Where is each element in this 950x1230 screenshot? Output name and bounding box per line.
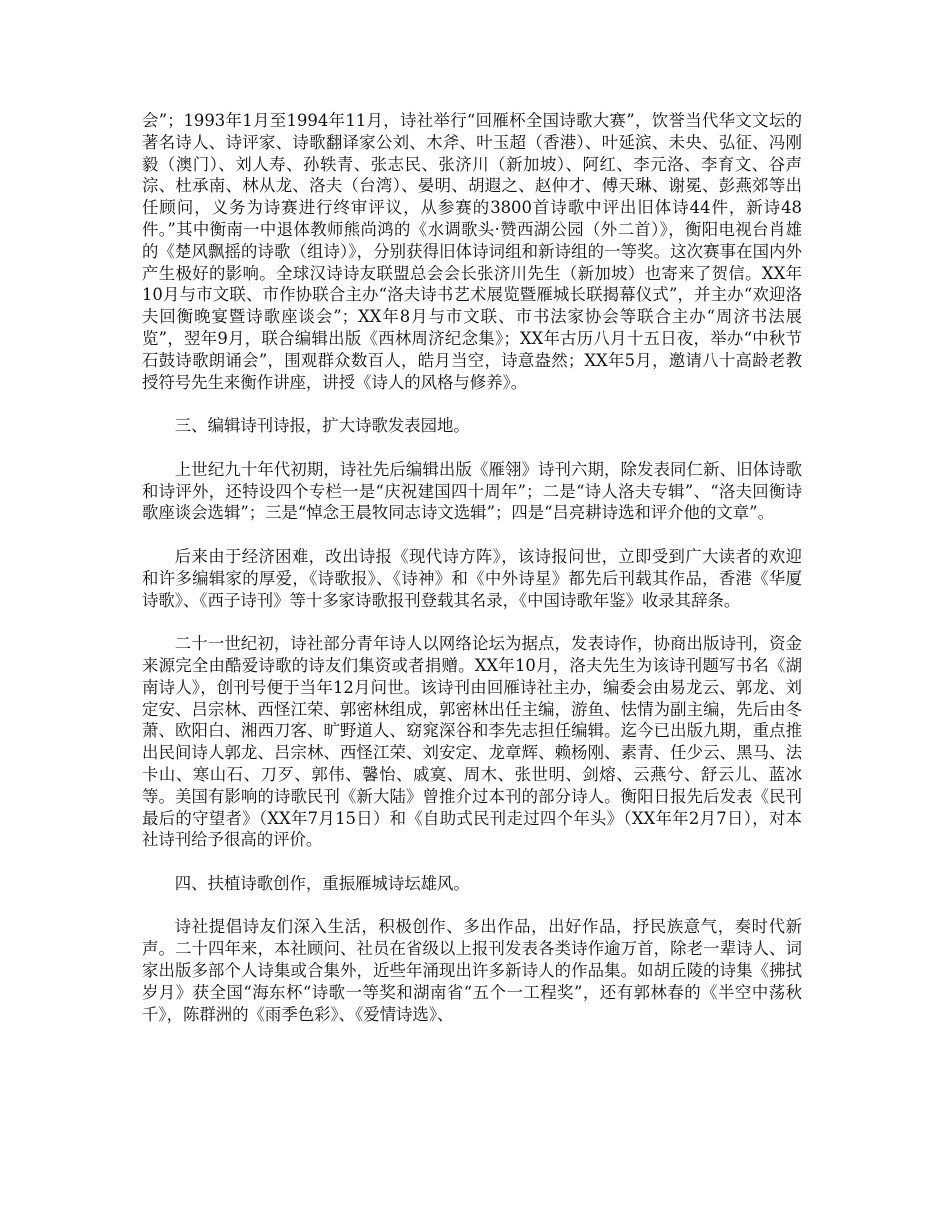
document-page [142, 110, 802, 1047]
paragraph-competition-activities: 会”；1993年1月至1994年11月，诗社举行“回雁杯全国诗歌大赛”，饮誉当代华文文坛的著名诗人、诗评家、诗歌翻译家公刘、木斧、叶玉超（香港）、叶延滨、未央、弘征、冯刚毅（澳门）、刘人寿、孙轶青、张志民、张济川（新加坡）、阿红、李元洛、李育文、谷声淙、杜承南、林从龙、洛夫（台湾）、晏明、胡遐之、赵仲才、傅天琳、谢冕、彭燕郊等出任顾问，义务为诗赛进行终审评议，从参赛的3800首诗歌中评出旧体诗44件，新诗48件。”其中衡南一中退体教师熊尚鸿的《水调歌头·赞西湖公园（外二首）》，衡阳电视台肖雄的《楚风飘摇的诗歌（组诗）》，分别获得旧体诗词组和新诗组的一等奖。这次赛事在国内外产生极好的影响。全球汉诗诗友联盟总会会长张济川先生（新加坡）也寄来了贺信。XX年10月与市文联、市作协联合主办“洛夫诗书艺术展览暨雁城长联揭幕仪式”，并主办“欢迎洛夫回衡晚宴暨诗歌座谈会”；XX年8月与市文联、市书法家协会等联合主办“周济书法展览”，翌年9月，联合编辑出版《西林周济纪念集》；XX年古历八月十五日夜，举办“中秋节石鼓诗歌朗诵会”，围观群众数百人，皓月当空，诗意盎然；XX年5月，邀请八十高龄老教授符号先生来衡作讲座，讲授《诗人的风格与修养》。 [142, 111, 802, 392]
paragraph-poetry-newspaper: 后来由于经济困难，改出诗报《现代诗方阵》，该诗报问世，立即受到广大读者的欢迎和许多编辑家的厚爱，《诗歌报》、《诗神》和《中外诗星》都先后刊载其作品，香港《华厦诗歌》、《西子诗刊》等十多家诗歌报刊登载其名录，《中国诗歌年鉴》收录其辞条。 [142, 546, 802, 610]
paragraph-hunan-poets-journal: 二十一世纪初，诗社部分青年诗人以网络论坛为据点，发表诗作，协商出版诗刊，资金来源完全由酷爱诗歌的诗友们集资或者捐赠。XX年10月，洛夫先生为该诗刊题写书名《湖南诗人》，创刊号便于当年12月问世。该诗刊由回雁诗社主办，编委会由易龙云、郭龙、刘定安、吕宗林、西怪江荣、郭密林组成，郭密林出任主编，游鱼、怯情为副主编，先后由冬萧、欧阳白、湘西刀客、旷野道人、窈窕深谷和李先志担任编辑。迄今已出版九期，重点推出民间诗人郭龙、吕宗林、西怪江荣、刘安定、龙章辉、赖杨刚、素青、任少云、黑马、法卡山、寒山石、刀歹、郭伟、馨怡、戚寞、周木、张世明、剑熔、云燕兮、舒云儿、蓝冰等。美国有影响的诗歌民刊《新大陆》曾推介过本刊的部分诗人。衡阳日报先后发表《民刊最后的守望者》（XX年7月15日）和《自助式民刊走过四个年头》（XX年年2月7日），对本社诗刊给予很高的评价。 [142, 634, 802, 850]
section-heading-3: 三、编辑诗刊诗报，扩大诗歌发表园地。 [174, 416, 470, 436]
paragraph-yanling-journal: 上世纪九十年代初期，诗社先后编辑出版《雁翎》诗刊六期，除发表同仁新、旧体诗歌和诗评外，还特设四个专栏一是“庆祝建国四十周年”；二是“诗人洛夫专辑”、“洛夫回衡诗歌座谈会选辑”；三是“悼念王晨牧同志诗文选辑”；四是“吕亮耕诗选和评介他的文章”。 [142, 459, 802, 523]
section-heading-4: 四、扶植诗歌创作，重振雁城诗坛雄风。 [174, 873, 470, 893]
paragraph-poetry-creation: 诗社提倡诗友们深入生活，积极创作、多出作品，出好作品，抒民族意气，奏时代新声。二十四年来，本社顾问、社员在省级以上报刊发表各类诗作逾万首，除老一辈诗人、词家出版多部个人诗集或合集外，近些年涌现出许多新诗人的作品集。如胡丘陵的诗集《拂拭岁月》获全国“海东杯“诗歌一等奖和湖南省“五个一工程奖”，还有郭林春的《半空中荡秋千》，陈群洲的《雨季色彩》、《爱情诗选》、 [142, 917, 802, 1024]
